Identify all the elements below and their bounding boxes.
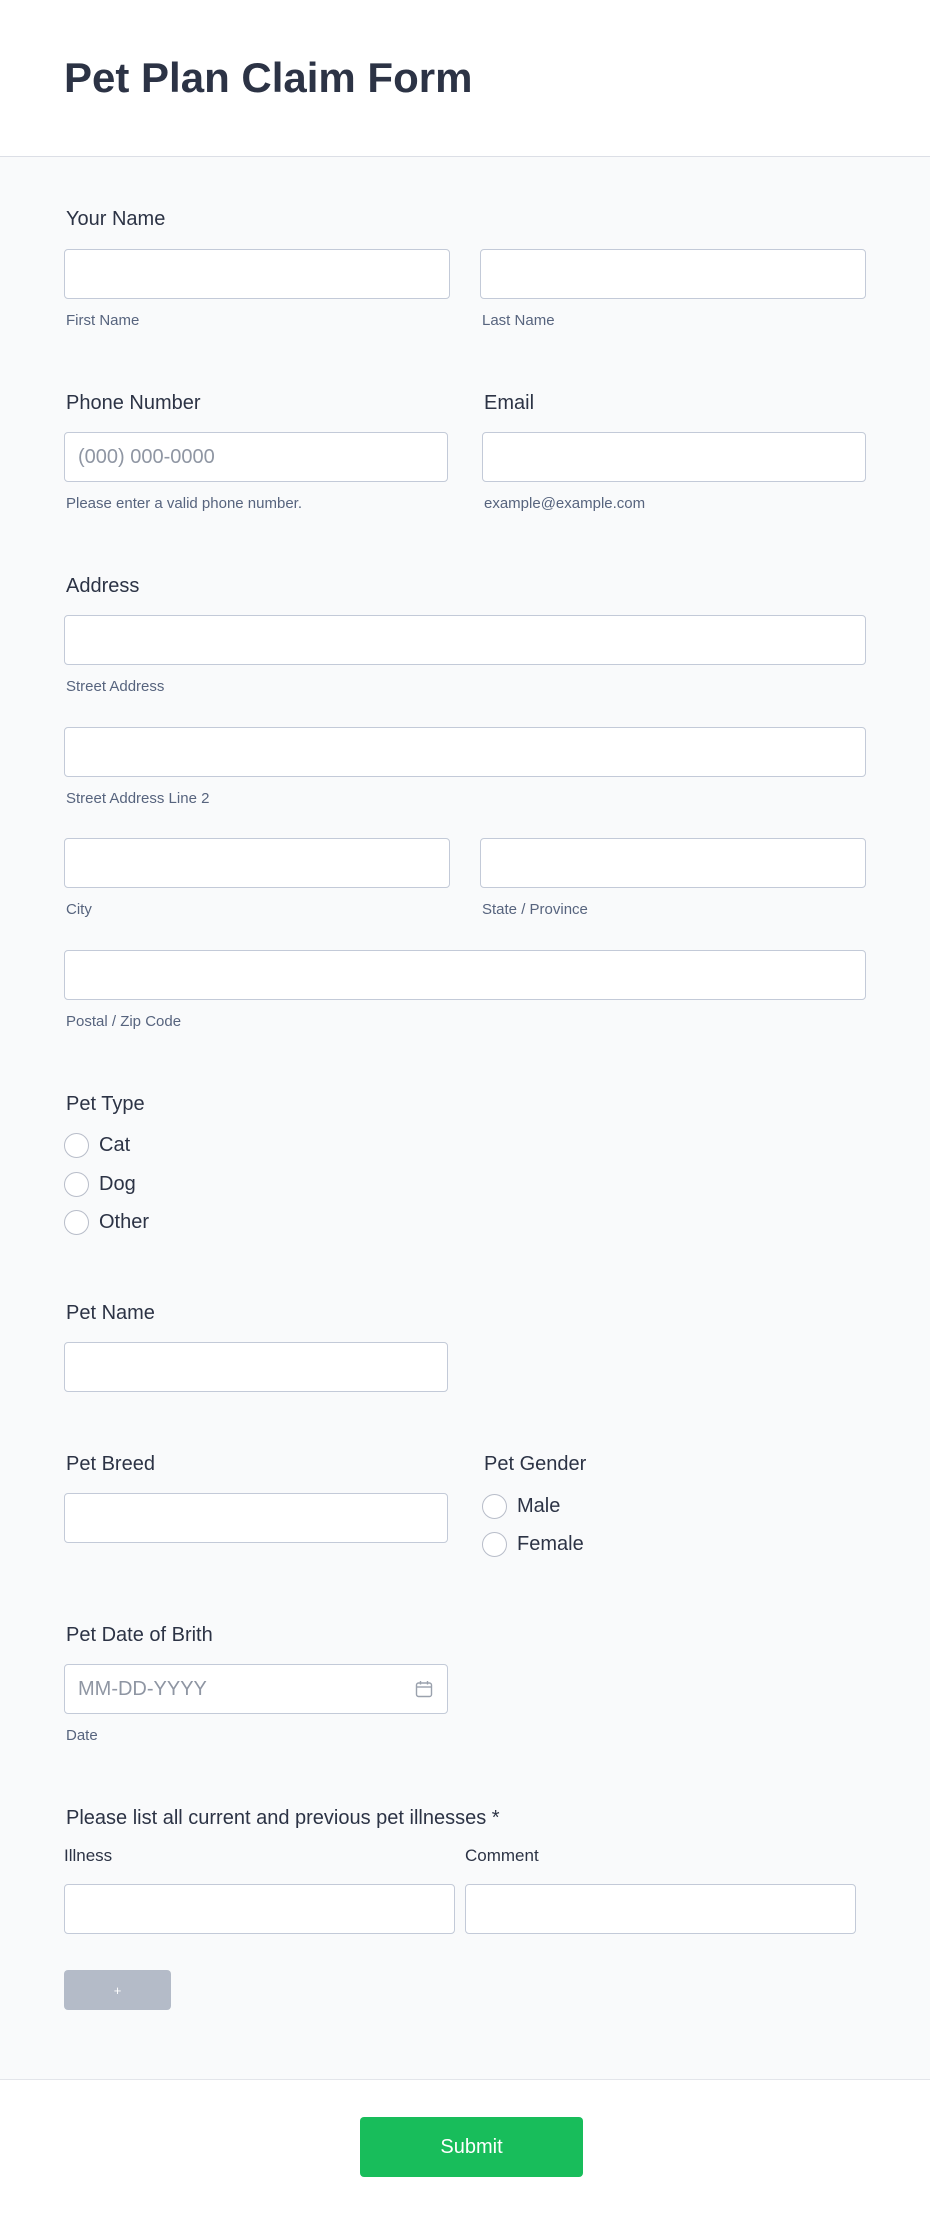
comment-input[interactable] [465, 1884, 856, 1934]
pet-gender-label: Pet Gender [484, 1453, 587, 1475]
pet-dob-sublabel: Date [66, 1727, 98, 1744]
state-sublabel: State / Province [482, 901, 588, 918]
radio-label: Other [99, 1211, 150, 1233]
last-name-sublabel: Last Name [482, 312, 555, 329]
phone-label: Phone Number [66, 392, 201, 414]
street-address-line2-input[interactable] [64, 727, 866, 777]
phone-input[interactable] [64, 432, 448, 482]
radio-label: Cat [99, 1134, 131, 1156]
pet-gender-option-male[interactable] [482, 1494, 560, 1519]
radio-circle[interactable] [482, 1532, 507, 1557]
calendar-icon[interactable] [415, 1680, 433, 1698]
form-header [0, 0, 930, 157]
pet-gender-option-female[interactable] [482, 1532, 584, 1557]
first-name-input[interactable] [64, 249, 450, 299]
street-address-sublabel: Street Address [66, 678, 165, 695]
illness-input[interactable] [64, 1884, 455, 1934]
state-input[interactable] [480, 838, 866, 888]
pet-type-label: Pet Type [66, 1093, 145, 1115]
address-label: Address [66, 575, 140, 597]
radio-label: Male [517, 1495, 561, 1517]
phone-sublabel: Please enter a valid phone number. [66, 495, 302, 512]
postal-code-sublabel: Postal / Zip Code [66, 1013, 182, 1030]
pet-type-option-dog[interactable] [64, 1172, 136, 1197]
pet-dob-label: Pet Date of Brith [66, 1624, 213, 1646]
radio-label: Female [517, 1533, 584, 1555]
street-address-input[interactable] [64, 615, 866, 665]
first-name-sublabel: First Name [66, 312, 140, 329]
comment-column-header: Comment [465, 1846, 539, 1865]
pet-type-option-other[interactable] [64, 1210, 149, 1235]
name-label: Your Name [66, 208, 166, 230]
illnesses-label: Please list all current and previous pet illnesses * [66, 1807, 500, 1829]
radio-label: Dog [99, 1173, 136, 1195]
pet-type-option-cat[interactable] [64, 1133, 130, 1158]
email-input[interactable] [482, 432, 866, 482]
pet-name-label: Pet Name [66, 1302, 155, 1324]
city-sublabel: City [66, 901, 92, 918]
street-address-line2-sublabel: Street Address Line 2 [66, 790, 210, 807]
submit-button[interactable]: Submit [360, 2117, 583, 2177]
city-input[interactable] [64, 838, 450, 888]
add-row-button[interactable]: + [64, 1970, 171, 2010]
pet-breed-label: Pet Breed [66, 1453, 155, 1475]
pet-dob-input[interactable] [64, 1664, 448, 1714]
email-label: Email [484, 392, 535, 414]
radio-circle[interactable] [64, 1172, 89, 1197]
last-name-input[interactable] [480, 249, 866, 299]
illness-column-header: Illness [64, 1846, 113, 1865]
pet-breed-input[interactable] [64, 1493, 448, 1543]
radio-circle[interactable] [64, 1133, 89, 1158]
form-title: Pet Plan Claim Form [64, 54, 473, 101]
postal-code-input[interactable] [64, 950, 866, 1000]
email-sublabel: example@example.com [484, 495, 646, 512]
radio-circle[interactable] [64, 1210, 89, 1235]
radio-circle[interactable] [482, 1494, 507, 1519]
pet-name-input[interactable] [64, 1342, 448, 1392]
